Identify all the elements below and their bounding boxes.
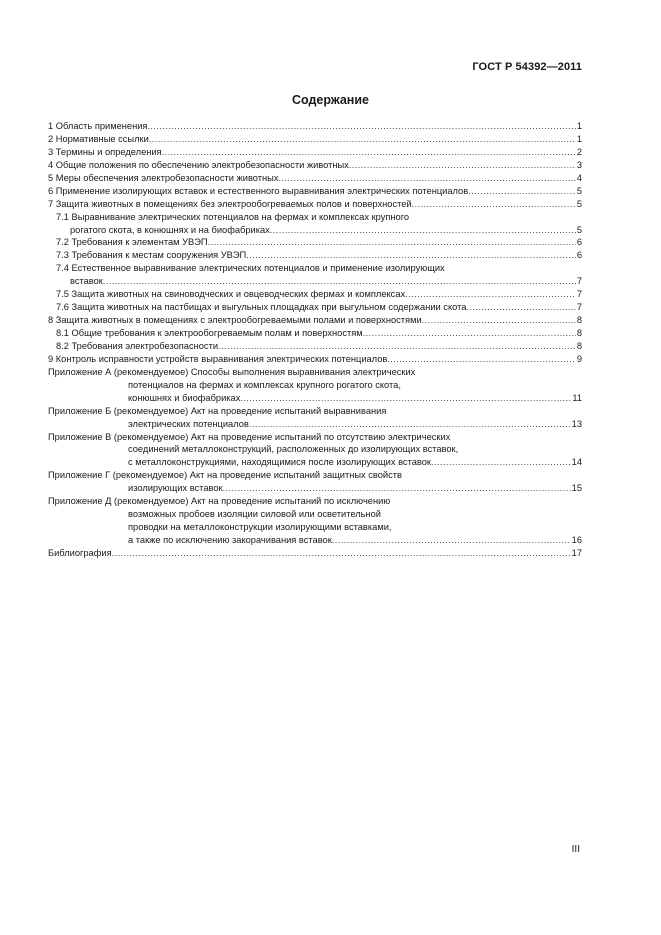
toc-entry-page: 8 (576, 315, 582, 326)
toc-entry[interactable] (48, 249, 582, 262)
toc-entry-continuation: соединений металлоконструкций, расположенных до изолирующих вставок, (128, 444, 459, 455)
toc-entry-text: Библиография (48, 547, 112, 558)
toc-entry-page: 7 (576, 302, 582, 313)
toc-entry-page: 8 (576, 328, 582, 338)
toc-entry-text: 8.2 Требования электробезопасности (56, 340, 219, 351)
toc-entry-continuation: изолирующих вставок ..... 15 (48, 482, 582, 495)
toc-entry[interactable] (48, 211, 582, 224)
toc-entry-continuation: потенциалов на фермах и комплексах крупного рогатого скота, (128, 379, 401, 390)
toc-entry-text: Приложение А (рекомендуемое) Способы выполнения выравнивания электрических (48, 366, 416, 377)
toc-entry-page: 1 (576, 121, 582, 131)
toc-entry[interactable] (48, 353, 582, 366)
toc-entry-text: 1 Область применения (48, 121, 148, 131)
toc-entry-text: 9 Контроль исправности устройств выравнивания электрических потенциалов (48, 353, 388, 364)
toc-entry-annex-d[interactable] (48, 495, 582, 508)
toc-entry-text: 7.1 Выравнивание электрических потенциалов на фермах и комплексах крупного (56, 211, 410, 222)
toc-entry[interactable] (48, 262, 582, 275)
toc-entry-page: 13 (571, 418, 582, 429)
toc-entry-page: 6 (576, 250, 582, 261)
toc-entry-text: 7.4 Естественное выравнивание электрических потенциалов и применение изолирующих (56, 263, 445, 274)
toc-entry-text: 2 Нормативные ссылки (48, 133, 149, 144)
toc-entry-page: 15 (571, 483, 582, 494)
toc-entry[interactable] (48, 185, 582, 198)
toc-entry-text: Приложение Б (рекомендуемое) Акт на проведение испытаний выравнивания (48, 405, 387, 416)
toc-entry-page: 1 (576, 133, 582, 144)
toc-entry-text: 5 Меры обеспечения электробезопасности животных (48, 172, 279, 183)
toc-entry-annex-b[interactable] (48, 405, 582, 418)
toc-entry-page: 7 (576, 276, 582, 287)
toc-entry-page: 4 (576, 172, 582, 183)
toc-entry-page: 5 (576, 198, 582, 209)
toc-entry-annex-g[interactable] (48, 469, 582, 482)
toc-entry-annex-v[interactable] (48, 431, 582, 444)
toc-entry-continuation: с металлоконструкциями, находящимися после изолирующих вставок ..... 14 (48, 456, 582, 469)
page-number: III (571, 844, 580, 855)
toc-entry-page: 5 (576, 185, 582, 196)
toc-entry[interactable] (48, 301, 582, 314)
toc-entry-page: 7 (576, 289, 582, 300)
toc-entry[interactable] (48, 133, 582, 146)
toc-entry[interactable] (48, 340, 582, 353)
toc-entry-continuation: возможных пробоев изоляции силовой или осветительной (128, 509, 381, 520)
toc-entry-page: 2 (576, 146, 582, 157)
toc-entry-text: 8.1 Общие требования к электрообогреваемым полам и поверхностям (56, 328, 363, 338)
table-of-contents (48, 120, 582, 560)
page-title: Содержание (291, 93, 369, 107)
toc-entry-text: Приложение В (рекомендуемое) Акт на проведение испытаний по отсутствию электрических (48, 431, 451, 442)
toc-entry-text: 8 Защита животных в помещениях с электрообогреваемыми полами и поверхностями (48, 315, 422, 326)
toc-entry[interactable] (48, 198, 582, 211)
toc-entry-continuation[interactable] (48, 224, 582, 237)
toc-entry-continuation: проводки на металлоконструкции изолирующими вставками, (128, 522, 392, 533)
toc-entry-page: 17 (571, 547, 582, 558)
toc-entry[interactable] (48, 314, 582, 327)
toc-entry-continuation[interactable] (48, 275, 582, 288)
toc-entry[interactable] (48, 288, 582, 301)
toc-entry-page: 5 (576, 224, 582, 235)
toc-entry-text: 6 Применение изолирующих вставок и естественного выравнивания электрических потенциалов (48, 185, 469, 196)
toc-entry-text: вставок (70, 276, 103, 287)
toc-entry-text: 7 Защита животных в помещениях без электрообогреваемых полов и поверхностей (48, 198, 412, 209)
toc-entry-continuation: а также по исключению закорачивания вставок ..... 16 (48, 534, 582, 547)
toc-entry-text: 7.3 Требования к местам сооружения УВЭП (56, 250, 247, 261)
toc-entry[interactable] (48, 120, 582, 133)
toc-entry-text: 7.6 Защита животных на пастбищах и выгульных площадках при выгульном содержании скота (56, 302, 467, 313)
toc-entry-page: 3 (576, 159, 582, 170)
toc-entry[interactable] (48, 172, 582, 185)
toc-entry-page: 11 (572, 392, 582, 403)
toc-entry[interactable] (48, 327, 582, 340)
toc-entry[interactable] (48, 146, 582, 159)
toc-entry-page: 16 (571, 535, 582, 545)
toc-entry-page: 9 (576, 353, 582, 364)
document-code: ГОСТ Р 54392—2011 (472, 61, 582, 73)
toc-entry[interactable] (48, 236, 582, 249)
toc-entry-text: 7.2 Требования к элементам УВЭП (56, 237, 208, 248)
toc-entry-text: 3 Термины и определения (48, 146, 162, 157)
toc-entry-text: Приложение Д (рекомендуемое) Акт на проведение испытаний по исключению (48, 496, 391, 507)
toc-entry-page: 8 (576, 340, 582, 351)
toc-entry-bibliography[interactable] (48, 547, 582, 560)
toc-entry-text: 7.5 Защита животных на свиноводческих и овцеводческих фермах и комплексах (56, 289, 406, 300)
toc-entry-annex-a[interactable] (48, 366, 582, 379)
toc-entry-page: 6 (576, 237, 582, 248)
toc-entry[interactable] (48, 159, 582, 172)
toc-entry-text: рогатого скота, в конюшнях и на биофабриках (70, 224, 270, 235)
toc-entry-continuation: конюшнях и биофабриках ..... 11 (48, 392, 582, 405)
toc-entry-page: 14 (571, 457, 582, 468)
toc-entry-text: 4 Общие положения по обеспечению электробезопасности животных (48, 159, 349, 170)
toc-entry-text: Приложение Г (рекомендуемое) Акт на проведение испытаний защитных свойств (48, 470, 402, 481)
toc-entry-continuation: электрических потенциалов ..... 13 (48, 418, 582, 431)
